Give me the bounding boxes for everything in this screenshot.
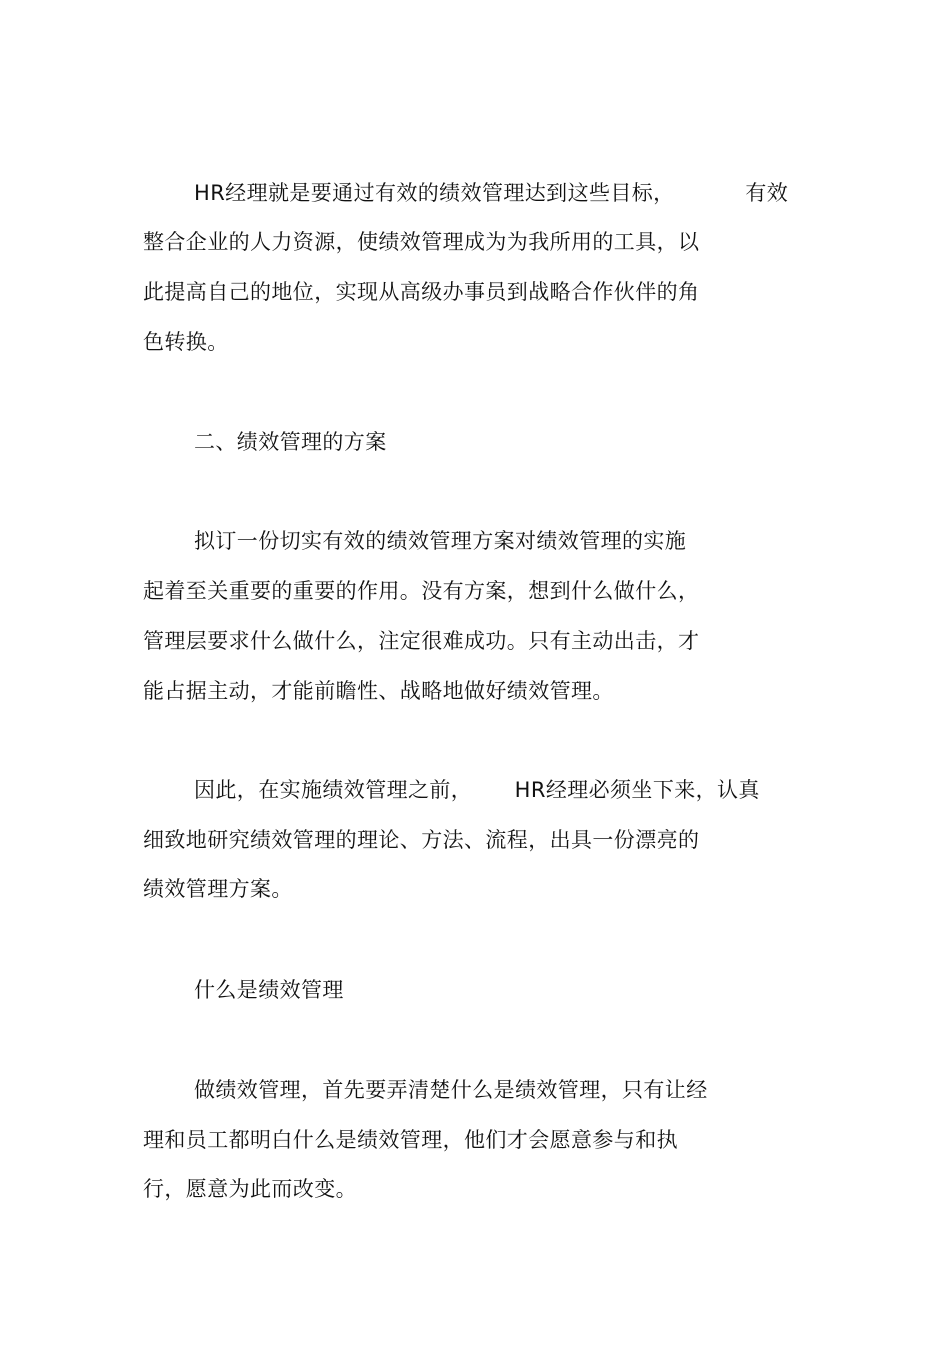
paragraph-1-line-4: 色转换。 [143,330,229,354]
paragraph-1-line-2: 整合企业的人力资源，使绩效管理成为为我所用的工具，以 [143,230,700,254]
section-heading-plan: 二、绩效管理的方案 [194,430,387,454]
paragraph-1-line-3: 此提高自己的地位，实现从高级办事员到战略合作伙伴的角 [143,280,700,304]
paragraph-3-line-2: 起着至关重要的重要的作用。没有方案，想到什么做什么， [143,579,700,603]
paragraph-6-line-2: 理和员工都明白什么是绩效管理，他们才会愿意参与和执 [143,1128,678,1152]
paragraph-3-line-3: 管理层要求什么做什么，注定很难成功。只有主动出击，才 [143,629,700,653]
paragraph-3-line-1: 拟订一份切实有效的绩效管理方案对绩效管理的实施 [194,529,687,553]
paragraph-3-line-4: 能占据主动，才能前瞻性、战略地做好绩效管理。 [143,679,614,703]
paragraph-4-line-2: 细致地研究绩效管理的理论、方法、流程，出具一份漂亮的 [143,828,700,852]
paragraph-4-line-3: 绩效管理方案。 [143,877,293,901]
paragraph-4-line-1: 因此，在实施绩效管理之前， HR经理必须坐下来，认真 [194,778,760,802]
section-heading-what-is: 什么是绩效管理 [194,978,344,1002]
paragraph-6-line-1: 做绩效管理，首先要弄清楚什么是绩效管理，只有让经 [194,1078,708,1102]
paragraph-1-line-1: HR经理就是要通过有效的绩效管理达到这些目标， 有效 [194,181,789,205]
paragraph-6-line-3: 行，愿意为此而改变。 [143,1177,357,1201]
